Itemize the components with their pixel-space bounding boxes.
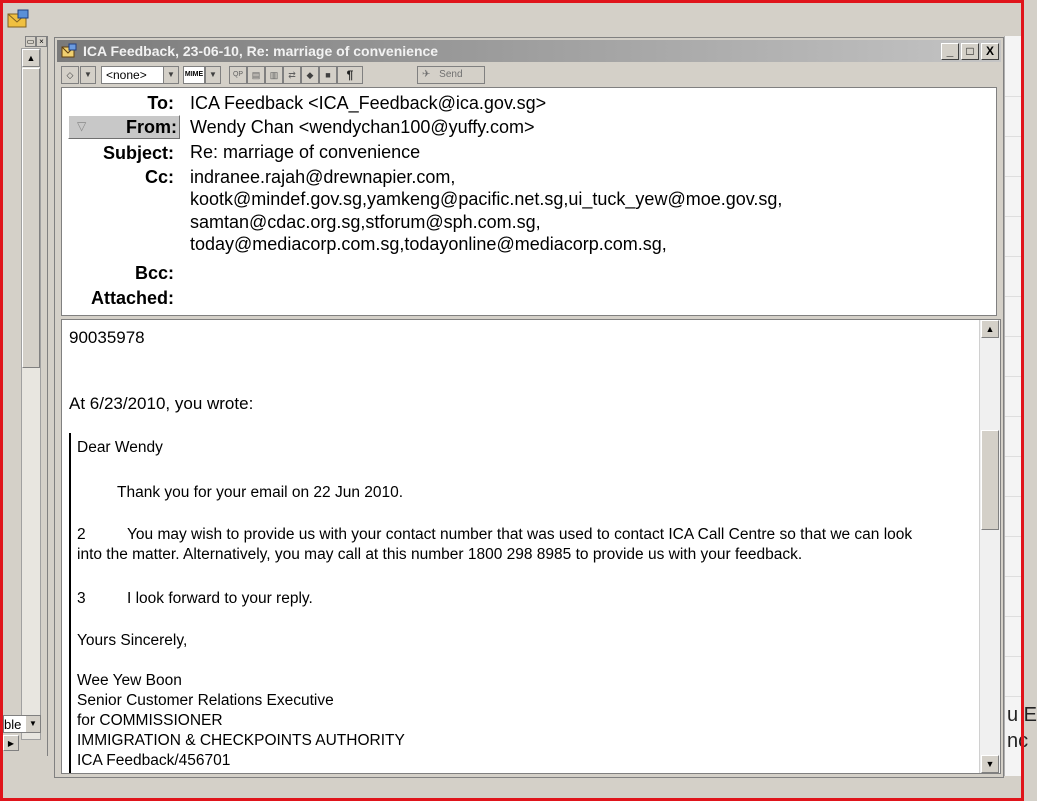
to-field[interactable]: ICA Feedback <ICA_Feedback@ica.gov.sg> — [190, 93, 547, 113]
scroll-thumb[interactable] — [22, 68, 40, 368]
to-label: To: — [147, 93, 174, 113]
left-vertical-scrollbar[interactable] — [21, 48, 41, 740]
quote-paragraph-3: I look forward to your reply. — [127, 590, 313, 607]
quote-paragraph-2-line: into the matter. Alternatively, you may call at this number 1800 298 8985 to provide us with your feedback. — [77, 546, 803, 563]
quote-paragraph-number: 2 — [77, 526, 86, 543]
message-headers — [61, 87, 997, 316]
chevron-down-icon[interactable]: ▼ — [26, 716, 40, 732]
signature-organization: IMMIGRATION & CHECKPOINTS AUTHORITY — [77, 732, 405, 749]
send-label: Send — [439, 69, 463, 80]
signature-reference: ICA Feedback/456701 — [77, 752, 231, 769]
window-titlebar[interactable] — [57, 40, 1001, 62]
cc-field-line[interactable]: kootk@mindef.gov.sg,yamkeng@pacific.net.sg,ui_tuck_yew@moe.gov.sg, — [190, 189, 783, 209]
top-strip — [3, 3, 1021, 37]
scroll-right-arrow-icon[interactable]: ▶ — [3, 735, 19, 751]
bcc-label: Bcc: — [134, 263, 174, 283]
quote-paragraph-2-line: You may wish to provide us with your contact number that was used to contact ICA Call Centre so that we can look — [127, 526, 913, 543]
quoted-reply — [69, 433, 981, 773]
attached-field[interactable] — [190, 288, 970, 308]
background-text-fragment: u E — [1007, 704, 1037, 726]
cc-field-line[interactable]: samtan@cdac.org.sg,stforum@sph.com.sg, — [190, 212, 541, 232]
from-button[interactable] — [68, 115, 180, 139]
triangle-down-icon: ▽ — [77, 119, 87, 133]
minimize-button[interactable]: _ — [941, 43, 959, 60]
folder-icon[interactable]: ■ — [319, 66, 337, 84]
wrap-icon[interactable]: ⇄ — [283, 66, 301, 84]
scroll-up-arrow-icon[interactable]: ▲ — [981, 320, 999, 338]
scroll-down-arrow-icon[interactable]: ▼ — [981, 755, 999, 773]
cc-label: Cc: — [144, 167, 174, 187]
message-window — [54, 37, 1004, 778]
pane-restore-button[interactable]: ▭ — [26, 37, 35, 46]
chevron-down-icon[interactable]: ▼ — [163, 67, 178, 83]
chevron-down-icon[interactable]: ▼ — [80, 66, 96, 84]
format-select[interactable] — [101, 66, 179, 84]
right-background-panel — [1004, 36, 1037, 776]
scroll-up-arrow-icon[interactable]: ▲ — [22, 49, 40, 67]
tag-icon[interactable]: ◆ — [301, 66, 319, 84]
left-panel — [3, 36, 48, 756]
from-label: From: — [126, 117, 177, 137]
quote-greeting: Dear Wendy — [77, 439, 163, 456]
qp-button[interactable]: QP — [229, 66, 247, 84]
quote-paragraph-number: 3 — [77, 590, 86, 607]
subject-label: Subject: — [102, 143, 174, 163]
body-wrote-line: At 6/23/2010, you wrote: — [69, 394, 254, 413]
message-toolbar — [61, 65, 487, 85]
priority-icon[interactable]: ◇ — [61, 66, 79, 84]
left-panel-controls — [3, 36, 47, 46]
message-icon — [61, 43, 77, 59]
bcc-field[interactable] — [190, 263, 970, 283]
message-body[interactable] — [61, 319, 1001, 774]
scroll-thumb[interactable] — [981, 430, 999, 530]
quote-closing: Yours Sincerely, — [77, 632, 188, 649]
signature-title: Senior Customer Relations Executive — [77, 692, 334, 709]
signature-name: Wee Yew Boon — [77, 672, 182, 689]
pane-close-button[interactable]: × — [36, 36, 47, 47]
mail-app-icon[interactable] — [6, 8, 30, 30]
subject-field[interactable]: Re: marriage of convenience — [190, 142, 421, 162]
from-field[interactable]: Wendy Chan <wendychan100@yuffy.com> — [190, 117, 535, 137]
close-button[interactable]: X — [981, 43, 999, 60]
format-select-value: <none> — [106, 68, 147, 82]
body-phone-number: 90035978 — [69, 328, 145, 347]
maximize-button[interactable]: □ — [961, 43, 979, 60]
send-button[interactable] — [417, 66, 485, 84]
mime-button[interactable]: MIME — [183, 66, 205, 84]
body-vertical-scrollbar[interactable] — [979, 320, 1000, 773]
cc-field-line[interactable]: indranee.rajah@drewnapier.com, — [190, 167, 456, 187]
attached-label: Attached: — [90, 288, 174, 308]
left-panel-dropdown[interactable] — [3, 715, 41, 733]
paragraph-icon[interactable]: ¶ — [337, 66, 363, 84]
background-text-fragment: nc — [1007, 730, 1029, 752]
quote-thanks: Thank you for your email on 22 Jun 2010. — [117, 484, 404, 501]
left-panel-dropdown-text: ble — [4, 717, 22, 732]
send-icon: ✈ — [422, 69, 431, 80]
signature-for: for COMMISSIONER — [77, 712, 223, 729]
attachment-document-icon[interactable]: ▥ — [265, 66, 283, 84]
chevron-down-icon[interactable]: ▼ — [205, 66, 221, 84]
cc-field-line[interactable]: today@mediacorp.com.sg,todayonline@mediacorp.com.sg, — [190, 234, 667, 254]
text-document-icon[interactable]: ▤ — [247, 66, 265, 84]
window-title: ICA Feedback, 23-06-10, Re: marriage of convenience — [83, 43, 439, 59]
